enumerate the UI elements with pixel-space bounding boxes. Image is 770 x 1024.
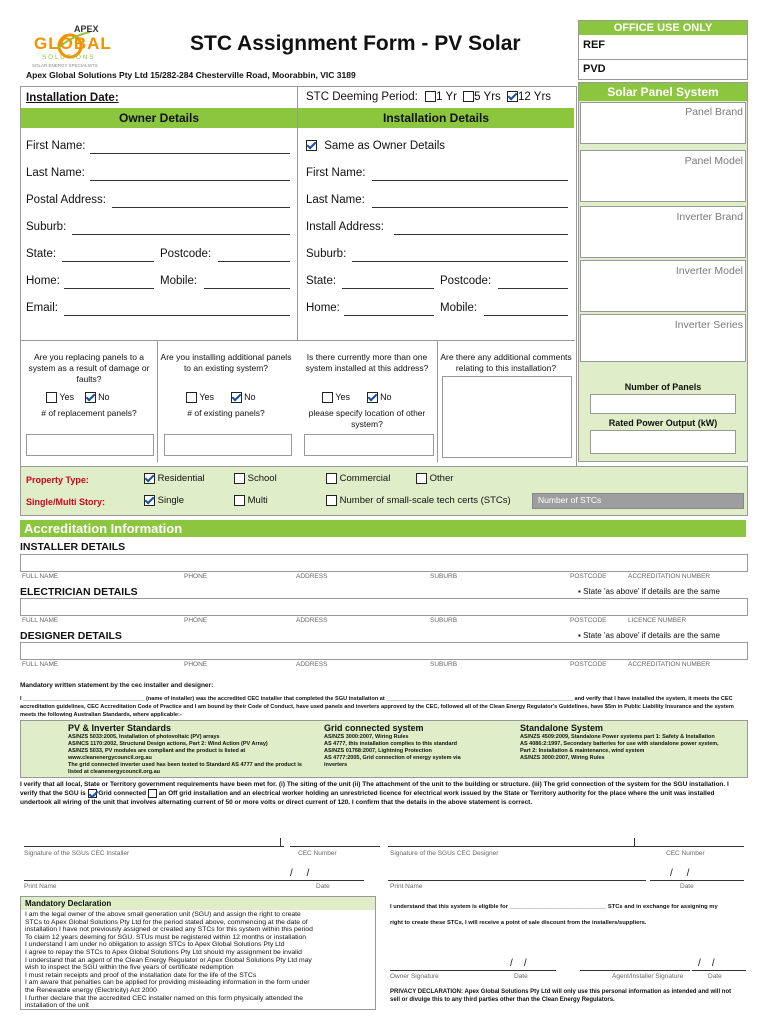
owner-postcode-label: Postcode:	[160, 248, 212, 260]
designer-same-note-text: State 'as above' if details are the same	[583, 631, 720, 640]
commercial-option	[326, 473, 390, 484]
deeming-12yr-label: 12 Yrs	[518, 91, 552, 103]
office-use-box	[578, 20, 748, 80]
std-grid-text: AS/NZS 3000:2007, Wiring Rules AS 4777, this installation complies to this standard AS/NZS 01768:2007, Lightning Protection AS 4777:2005, Grid connection of energy system via inverters	[324, 734, 461, 768]
residential-label: Residential	[157, 473, 205, 485]
designer-signature-line[interactable]	[388, 846, 646, 847]
installation-date-label: Installation Date:	[26, 92, 119, 104]
install-address-label: Install Address:	[306, 221, 384, 233]
panel-brand-box[interactable]	[580, 102, 746, 144]
q2-text: Are you installing additional panels to an existing system?	[160, 352, 292, 373]
std-standalone-text: AS/NZS 4509:2009, Standalone Power systems part 1: Safety & Installation AS 4086:2:1997, Secondary batteries for use with standalone power system, Part 2: Installation & maintenance, wind system AS/NZS 3000:2007, Wiring Rules	[520, 734, 719, 761]
rated-power-label: Rated Power Output (kW)	[608, 418, 718, 428]
q1-yes-label: Yes	[59, 392, 75, 402]
other-label: Other	[429, 473, 454, 485]
declaration-line: I agree to repay the STCs to Apex Global Solutions Pty Ltd should my assignment be invalid	[25, 948, 302, 956]
std-standalone-title: Standalone System	[520, 723, 604, 733]
deeming-1yr-checkbox[interactable]	[425, 91, 436, 102]
office-use-title: OFFICE USE ONLY	[579, 21, 747, 35]
owner-suburb-label: Suburb:	[26, 221, 67, 233]
other-option	[416, 473, 453, 484]
owner-postal-input[interactable]	[112, 207, 290, 208]
owner-last-name-label: Last Name:	[26, 167, 85, 179]
designer-col-phone: PHONE	[184, 661, 208, 668]
q2-no-checkbox[interactable]	[231, 392, 242, 403]
panel-brand-label: Panel Brand	[685, 106, 743, 118]
agent-date-slashes: / /	[698, 958, 715, 969]
electrician-col-licence: LICENCE NUMBER	[628, 617, 687, 624]
off-grid-checkbox[interactable]	[148, 789, 157, 798]
sig-installer-label: Signature of the SGUs CEC Installer	[24, 850, 130, 857]
logo-tagline: SOLAR ENERGY SPECIALISTS	[32, 63, 98, 68]
solar-panel-title: Solar Panel System	[579, 83, 747, 101]
install-state-input[interactable]	[342, 288, 434, 289]
installer-date-label: Date	[316, 883, 330, 890]
install-first-name-input[interactable]	[372, 180, 568, 181]
inverter-series-box[interactable]	[580, 314, 746, 362]
company-address: Apex Global Solutions Pty Ltd 15/282-284 Chesterville Road, Moorabbin, VIC 3189	[26, 70, 356, 80]
inverter-brand-box[interactable]	[580, 206, 746, 258]
designer-date-line[interactable]	[650, 880, 744, 881]
install-state-label: State:	[306, 275, 337, 287]
eligible-statement: I understand that this system is eligible for ______________________________ STCs and in exchange for assigning my	[390, 904, 718, 910]
declaration-line: installation of the unit	[25, 1002, 89, 1010]
accreditation-header: Accreditation Information	[20, 520, 746, 537]
q1-sub: # of replacement panels?	[41, 408, 137, 418]
designer-col-suburb: SUBURB	[430, 661, 458, 668]
stc-number-placeholder: Number of STCs	[538, 495, 602, 505]
q1-no-checkbox[interactable]	[85, 392, 96, 403]
q2-sub: # of existing panels?	[187, 408, 265, 418]
sig-designer-label: Signature of the SGUs CEC Designer	[390, 850, 499, 857]
q3-yes-label: Yes	[335, 392, 351, 402]
electrician-same-note: ▪ State 'as above' if details are the same	[578, 587, 720, 596]
panel-model-label: Panel Model	[684, 155, 743, 167]
logo-apex: APEX	[74, 24, 99, 34]
inverter-series-label: Inverter Series	[674, 319, 743, 331]
q3-no-label: No	[380, 392, 392, 402]
q1-no-label: No	[98, 392, 110, 402]
company-logo	[28, 22, 124, 70]
school-checkbox[interactable]	[234, 473, 245, 484]
mandatory-paragraph: I _______________________________________ (name of installer) was the accredited CEC installer that completed the SGU installation at ____________________________________________________________ and verify that I have installed the system, it meets the CEC accreditation guidelines, CEC Accreditation Code of Practice and I am bound by their Code of Conduct, have used panels and inverters approved by the CEC, followed all of the Clean Energy Regulator's Guidelines, have $5m in Public Liability Insurance and the system meets the following Australian Standards, where applicable:-	[20, 696, 734, 718]
install-mobile-label: Mobile:	[440, 302, 478, 314]
same-as-owner-label: Same as Owner Details	[324, 140, 445, 152]
owner-email-label: Email:	[26, 302, 58, 314]
owner-state-label: State:	[26, 248, 57, 260]
owner-email-input[interactable]	[64, 315, 290, 316]
q1-input[interactable]	[26, 434, 154, 456]
owner-first-name-input[interactable]	[90, 153, 290, 154]
q1-yes-checkbox[interactable]	[46, 392, 57, 403]
declaration-line: I am aware that penalties can be applied for providing misleading information in the form under	[25, 979, 310, 987]
owner-first-name-label: First Name:	[26, 140, 86, 152]
install-mobile-input[interactable]	[484, 315, 568, 316]
designer-date-slashes: / /	[670, 868, 690, 879]
residential-option	[144, 473, 205, 484]
installer-cec-line[interactable]	[290, 846, 380, 847]
declaration-line: installation I have not previously assigned or created any STCs for this system within this period	[25, 926, 313, 934]
owner-mobile-input[interactable]	[204, 288, 290, 289]
q3-options	[322, 392, 392, 403]
q4-text: Are there any additional comments relating to this installation?	[440, 352, 572, 373]
electrician-same-note-text: State 'as above' if details are the same	[583, 587, 720, 596]
q3-sub: please specify location of other system?	[308, 408, 426, 429]
single-option	[144, 495, 184, 506]
commercial-checkbox[interactable]	[326, 473, 337, 484]
mandatory-heading: Mandatory written statement by the cec installer and designer:	[20, 682, 214, 689]
installer-col-postcode: POSTCODE	[570, 573, 607, 580]
install-home-label: Home:	[306, 302, 340, 314]
q2-options	[186, 392, 256, 403]
panel-model-box[interactable]	[580, 150, 746, 202]
grid-connected-checkbox[interactable]	[88, 789, 97, 798]
electrician-col-address: ADDRESS	[296, 617, 328, 624]
declaration-title: Mandatory Declaration	[21, 897, 375, 910]
owner-details-header: Owner Details	[21, 108, 297, 128]
declaration-line: I am the legal owner of the above small generation unit (SGU) and assign the right to create	[25, 911, 301, 918]
install-postcode-input[interactable]	[498, 288, 568, 289]
deeming-label: STC Deeming Period:	[306, 91, 418, 103]
privacy-declaration: PRIVACY DECLARATION: Apex Global Solutions Pty Ltd will only use this personal information as intended and will not sell or divulge this to any third parties other than the Clean Energy Regulators.	[390, 989, 732, 1003]
installer-signature-line[interactable]	[24, 846, 284, 847]
install-last-name-input[interactable]	[372, 207, 568, 208]
number-of-panels-label: Number of Panels	[624, 382, 702, 392]
designer-col-name: FULL NAME	[22, 661, 59, 668]
property-type-label: Property Type:	[26, 475, 89, 485]
owner-home-label: Home:	[26, 275, 60, 287]
electrician-details-row[interactable]	[20, 598, 748, 616]
electrician-details-title: ELECTRICIAN DETAILS	[20, 586, 138, 598]
declaration-lines	[21, 910, 375, 1011]
installer-date-line[interactable]	[284, 880, 364, 881]
installer-print-name-label: Print Name	[24, 883, 57, 890]
electrician-col-name: FULL NAME	[22, 617, 59, 624]
declaration-line: I further declare that the accredited CEC installer named on this form physically attended the	[25, 994, 304, 1002]
installer-details-row[interactable]	[20, 554, 748, 572]
q1-text: Are you replacing panels to a system as a result of damage or faults?	[28, 352, 150, 384]
install-home-input[interactable]	[344, 315, 434, 316]
owner-postal-label: Postal Address:	[26, 194, 106, 206]
installer-col-suburb: SUBURB	[430, 573, 458, 580]
deeming-12yr-checkbox[interactable]	[507, 91, 518, 102]
installer-details-title: INSTALLER DETAILS	[20, 541, 126, 553]
q3-yes-checkbox[interactable]	[322, 392, 333, 403]
declaration-box	[20, 896, 376, 1010]
q2-yes-label: Yes	[199, 392, 215, 402]
pvd-label: PVD	[583, 63, 606, 75]
declaration-line: I understand I am under no obligation to assign STCs to Apex Global Solutions Pty Ltd	[25, 941, 285, 949]
grid-connected-label: Grid connected	[98, 790, 147, 798]
multi-option	[234, 495, 268, 506]
right-statement: right to create these STCs, I will receive a point of sale discount from the installers/suppliers.	[390, 920, 647, 926]
installation-details-header: Installation Details	[298, 108, 574, 128]
logo-global: GLOBAL	[34, 34, 112, 53]
stc-count-option	[326, 495, 511, 506]
same-as-owner	[306, 140, 445, 152]
designer-col-address: ADDRESS	[296, 661, 328, 668]
install-suburb-label: Suburb:	[306, 248, 347, 260]
installer-col-address: ADDRESS	[296, 573, 328, 580]
single-label: Single	[157, 495, 185, 507]
install-postcode-label: Postcode:	[440, 275, 492, 287]
page-title: STC Assignment Form - PV Solar	[190, 32, 521, 55]
deeming-period	[306, 91, 551, 103]
designer-same-note: ▪ State 'as above' if details are the same	[578, 631, 720, 640]
owner-date-label: Date	[514, 973, 528, 980]
designer-cec-line[interactable]	[644, 846, 744, 847]
electrician-col-suburb: SUBURB	[430, 617, 458, 624]
deeming-1yr-label: 1 Yr	[436, 91, 457, 103]
deeming-5yr-label: 5 Yrs	[474, 91, 501, 103]
same-as-owner-checkbox[interactable]	[306, 140, 317, 151]
owner-date-line[interactable]	[506, 970, 556, 971]
agent-signature-line[interactable]	[580, 970, 690, 971]
install-first-name-label: First Name:	[306, 167, 366, 179]
logo-solutions: S O L U T I O N S	[42, 54, 94, 61]
std-pv-title: PV & Inverter Standards	[68, 723, 172, 733]
verify-text-2: an Off grid installation and an electrical worker holding an unrestricted licence for electrical work issued by the State or Territory authority for the place where the unit was installed undertook all wiring of the unit that involves alternating current of 50 or more volts or direct current of 120. I confirm that the details in the above statement is correct.	[20, 790, 715, 807]
owner-home-input[interactable]	[64, 288, 154, 289]
commercial-label: Commercial	[339, 473, 391, 485]
owner-last-name-input[interactable]	[90, 180, 290, 181]
declaration-line: To claim 12 years deeming for SGU. STUs must be registered within 12 months or installation	[25, 933, 307, 941]
agent-signature-label: Agent/Installer Signature	[612, 973, 684, 980]
verify-statement	[20, 780, 746, 807]
designer-print-line[interactable]	[388, 880, 646, 881]
story-label: Single/Multi Story:	[26, 497, 106, 507]
ref-label: REF	[583, 39, 605, 51]
stc-count-checkbox[interactable]	[326, 495, 337, 506]
designer-details-title: DESIGNER DETAILS	[20, 630, 122, 642]
electrician-col-postcode: POSTCODE	[570, 617, 607, 624]
owner-date-slashes: / /	[510, 958, 527, 969]
owner-mobile-label: Mobile:	[160, 275, 198, 287]
std-pv-text: AS/NZS 5033:2005, Installation of photovoltaic (PV) arrays AS/NCS 1170:2002, Structural Design actions, Part 2: Wind Action (PV Array) AS/NZS 5033, PV modules are compliant and the product is listed at www.cleanenergycouncil.org.au The grid connected inverter used has been tested to Standard AS 4777 and the product is listed at cleanenergycouncil.org.au	[68, 734, 302, 775]
stc-number-input[interactable]	[532, 493, 744, 509]
installer-col-accreditation: ACCREDITATION NUMBER	[628, 573, 711, 580]
install-address-input[interactable]	[394, 234, 568, 235]
owner-signature-label: Owner Signature	[390, 973, 439, 980]
stc-count-label: Number of small-scale tech certs (STCs)	[339, 495, 511, 507]
number-of-panels-input[interactable]	[590, 394, 736, 414]
q4-input[interactable]	[442, 376, 572, 458]
install-suburb-input[interactable]	[352, 261, 568, 262]
other-checkbox[interactable]	[416, 473, 427, 484]
deeming-5yr-checkbox[interactable]	[463, 91, 474, 102]
installer-cec-number-label: CEC Number	[298, 850, 337, 857]
q2-yes-checkbox[interactable]	[186, 392, 197, 403]
designer-col-postcode: POSTCODE	[570, 661, 607, 668]
designer-details-row[interactable]	[20, 642, 748, 660]
std-grid-title: Grid connected system	[324, 723, 424, 733]
designer-col-accreditation: ACCREDITATION NUMBER	[628, 661, 711, 668]
electrician-col-phone: PHONE	[184, 617, 208, 624]
inverter-model-box[interactable]	[580, 260, 746, 312]
q3-text: Is there currently more than one system installed at this address?	[305, 352, 429, 373]
designer-cec-number-label: CEC Number	[666, 850, 705, 857]
q3-input[interactable]	[304, 434, 434, 456]
installer-print-line[interactable]	[24, 880, 284, 881]
owner-state-input[interactable]	[62, 261, 154, 262]
multi-label: Multi	[247, 495, 268, 507]
owner-suburb-input[interactable]	[72, 234, 290, 235]
verify-text: I verify that all local, State or Territory government requirements have been met for. (i) The siting of the unit (ii) The attachment of the unit to the building or structure. (iii) The grid connection of the system for the SGU installation. I verify that the SGU is	[20, 781, 729, 798]
declaration-line: the Renewable energy (Electricity) Act 2000	[25, 986, 157, 994]
multi-checkbox[interactable]	[234, 495, 245, 506]
installer-col-name: FULL NAME	[22, 573, 59, 580]
school-option	[234, 473, 277, 484]
install-last-name-label: Last Name:	[306, 194, 365, 206]
agent-date-label: Date	[708, 973, 722, 980]
q2-no-label: No	[244, 392, 256, 402]
designer-date-label: Date	[680, 883, 694, 890]
declaration-line: STCs to Apex Global Solutions Pty Ltd for the period stated above, commencing at the date of	[25, 918, 308, 926]
declaration-line: wish to inspect the SGU within the five years of certificate redemption	[25, 964, 234, 972]
declaration-line: I must retain receipts and proof of the installation date for the life of the STCs	[25, 971, 257, 979]
agent-date-line[interactable]	[692, 970, 746, 971]
q3-no-checkbox[interactable]	[367, 392, 378, 403]
rated-power-input[interactable]	[590, 430, 736, 454]
inverter-brand-label: Inverter Brand	[676, 211, 743, 223]
owner-signature-line[interactable]	[390, 970, 510, 971]
single-checkbox[interactable]	[144, 495, 155, 506]
residential-checkbox[interactable]	[144, 473, 155, 484]
installer-date-slashes: / /	[290, 868, 310, 879]
owner-postcode-input[interactable]	[218, 261, 290, 262]
q1-options	[46, 392, 110, 403]
installation-date-input[interactable]	[140, 90, 290, 104]
inverter-model-label: Inverter Model	[675, 265, 743, 277]
school-label: School	[247, 473, 277, 485]
installer-col-phone: PHONE	[184, 573, 208, 580]
declaration-line: I understand that an agent of the Clean Energy Regulator or Apex Global Solutions Pty Ltd may	[25, 956, 312, 964]
q2-input[interactable]	[164, 434, 292, 456]
designer-print-name-label: Print Name	[390, 883, 423, 890]
